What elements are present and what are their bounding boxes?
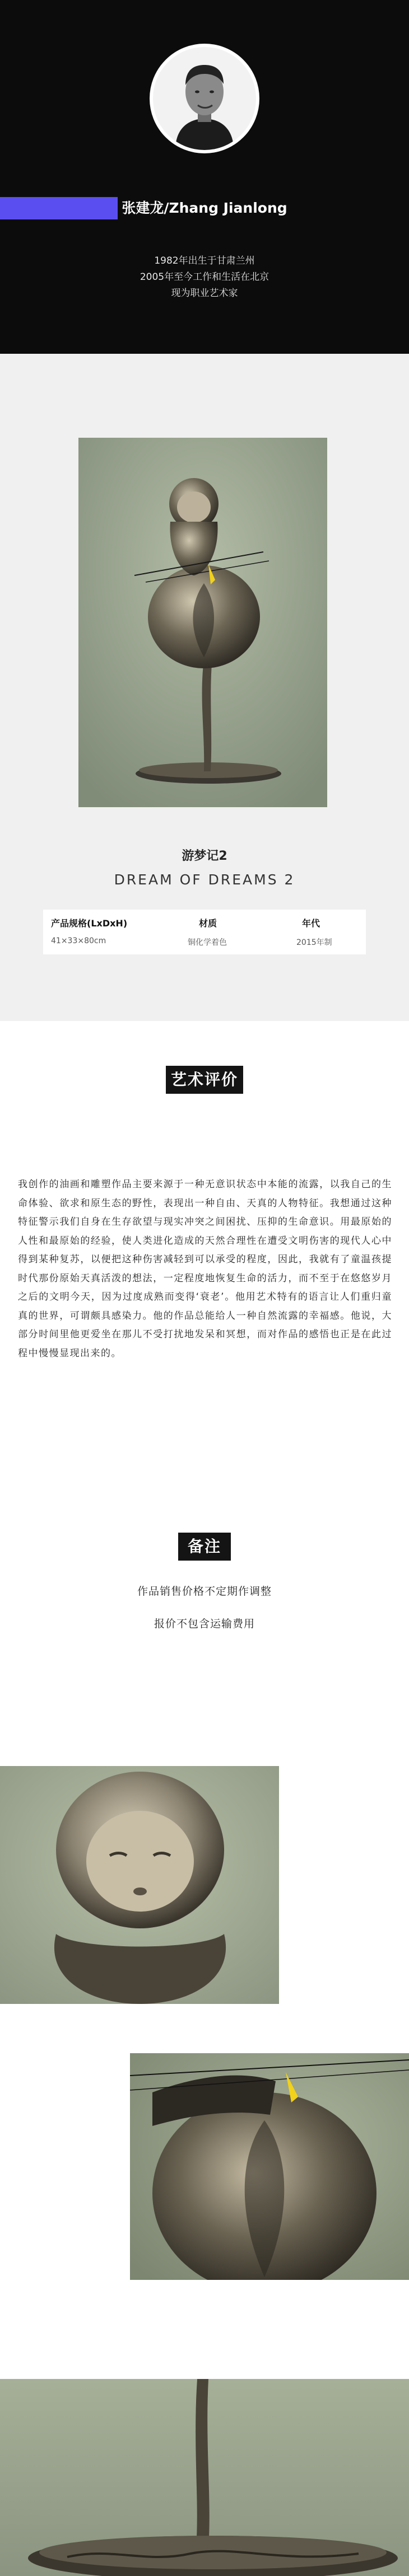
spec-label: 产品规格(LxDxH): [51, 918, 128, 929]
bio-line: 2005年至今工作和生活在北京: [140, 271, 269, 283]
comment-heading: 艺术评价: [166, 1066, 243, 1094]
spec-value: 2015年制: [296, 938, 332, 947]
spec-material: [161, 910, 262, 954]
artwork-photo: [78, 438, 327, 807]
artist-avatar: [150, 44, 259, 153]
spec-size: [43, 910, 161, 954]
note-line: 作品销售价格不定期作调整: [137, 1585, 272, 1598]
comment-text: 我创作的油画和雕塑作品主要来源于一种无意识状态中本能的流露，以我自己的生命体验、欲求和原生态的野性，表现出一种自由、天真的人物特征。我想通过这种特征警示我们自身在生存欲望与现实冲突之间困扰、压抑的生命意识。用最原始的人性和最原始的经验，使人类进化造成的天然合理性在遭受文明伤害的现代人心中得到某种复苏，以便把这种伤害减轻到可以承受的程度，因此，我就有了童温孩提时代那份原始天真活泼的想法，一定程度地恢复生命的活力，而不至于在悠悠岁月之后的文明今天，因为过度成熟而变得‘衰老’。他用艺术特有的语言让人们重归童真的世界，可谓颇具感染力。他的作品总能给人一种自然流露的幸福感。他说，大部分时间里他更爱坐在那儿不受打扰地发呆和冥想，而对作品的感悟也正是在此过程中慢慢显现出来的。: [18, 1179, 392, 1359]
artist-bio: [0, 253, 409, 302]
artist-portrait-image: [153, 47, 256, 150]
sculpture-image: [78, 438, 327, 807]
spec-card: [43, 910, 366, 954]
detail-photo-base: [0, 2379, 409, 2576]
note-line: 报价不包含运输费用: [154, 1618, 255, 1630]
bio-line: 现为职业艺术家: [171, 288, 238, 299]
artwork-title-en: DREAM OF DREAMS 2: [114, 872, 295, 888]
spec-label: 材质: [199, 918, 217, 929]
artwork-section: [0, 354, 409, 1021]
bio-line: 1982年出生于甘肃兰州: [154, 255, 255, 266]
detail-photo-pod: [130, 2053, 409, 2280]
notes-heading: 备注: [178, 1533, 231, 1561]
artwork-title-cn: 游梦记2: [182, 849, 227, 863]
artist-name-band: [0, 197, 409, 219]
detail-photo-figure: [0, 1766, 279, 2004]
artist-header: [0, 0, 409, 354]
artist-name: 张建龙/Zhang Jianlong: [122, 200, 287, 216]
sculpture-detail-base: [0, 2379, 409, 2576]
spec-label: 年代: [302, 918, 320, 929]
spec-value: 41×33×80cm: [51, 936, 106, 945]
sculpture-detail-pod: [130, 2053, 409, 2280]
spec-year: [262, 910, 366, 954]
spec-value: 铜化学着色: [188, 938, 227, 947]
sculpture-detail-figure: [0, 1766, 279, 2004]
